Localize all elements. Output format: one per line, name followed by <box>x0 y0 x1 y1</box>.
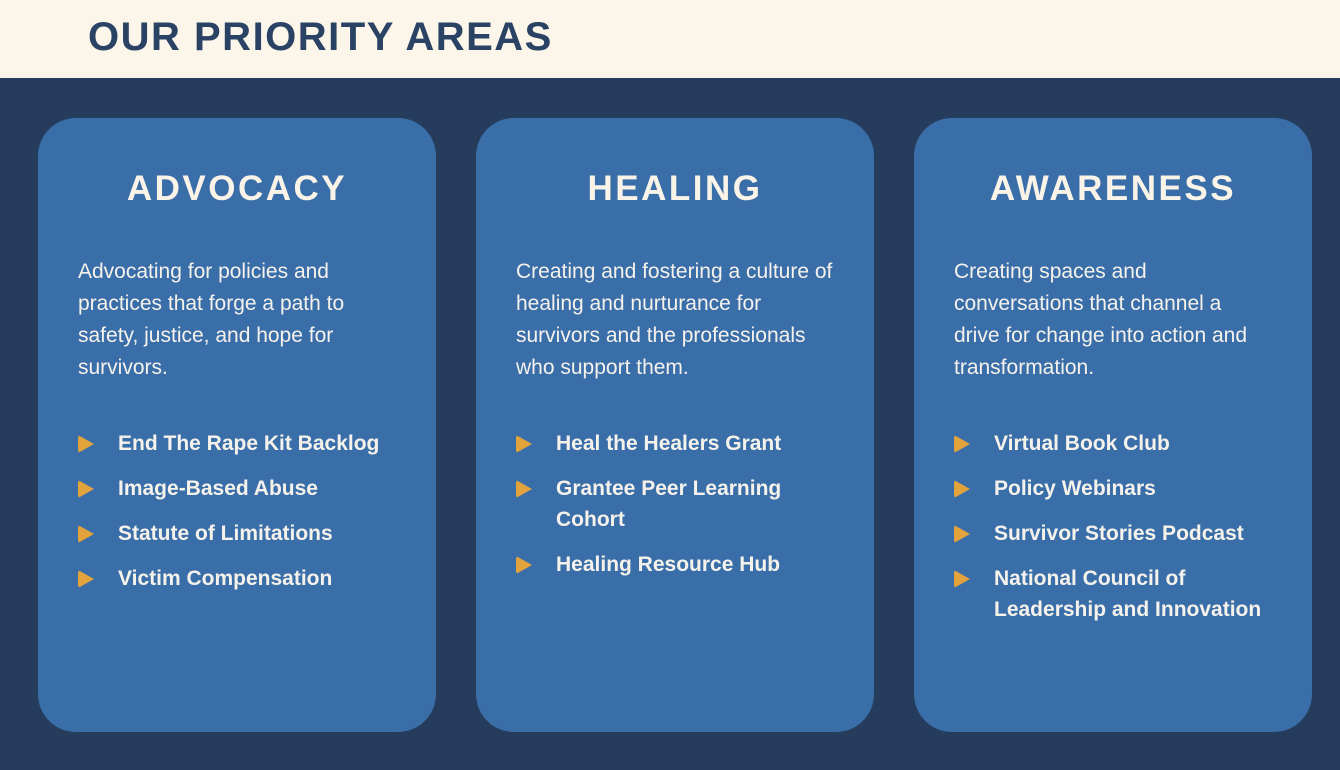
triangle-bullet-icon <box>516 556 532 574</box>
list-item <box>954 428 1272 459</box>
triangle-bullet-icon <box>954 435 970 453</box>
priority-card-advocacy <box>38 118 436 732</box>
triangle-bullet-icon <box>954 570 970 588</box>
list-item-label: Grantee Peer Learning Cohort <box>556 477 782 531</box>
triangle-bullet-icon <box>516 435 532 453</box>
list-item-label: Statute of Limitations <box>118 522 333 545</box>
list-item-label: Survivor Stories Podcast <box>994 522 1244 545</box>
card-list <box>954 428 1272 625</box>
triangle-bullet-icon <box>78 480 94 498</box>
card-description: Creating and fostering a culture of healing and nurturance for survivors and the professionals who support them. <box>516 260 833 379</box>
card-description: Advocating for policies and practices that forge a path to safety, justice, and hope for survivors. <box>78 260 345 379</box>
triangle-bullet-icon <box>954 480 970 498</box>
list-item-label: End The Rape Kit Backlog <box>118 432 380 455</box>
list-item-label: Victim Compensation <box>118 567 333 590</box>
card-title: HEALING <box>587 169 763 208</box>
list-item-label: National Council of Leadership and Innovation <box>994 567 1262 621</box>
list-item-label: Healing Resource Hub <box>556 553 781 576</box>
list-item <box>516 473 834 535</box>
list-item-label: Policy Webinars <box>994 477 1156 500</box>
list-item <box>516 428 834 459</box>
triangle-bullet-icon <box>516 480 532 498</box>
list-item <box>954 473 1272 504</box>
list-item <box>516 549 834 580</box>
list-item-label: Heal the Healers Grant <box>556 432 782 455</box>
card-description: Creating spaces and conversations that channel a drive for change into action and transformation. <box>954 260 1248 379</box>
triangle-bullet-icon <box>954 525 970 543</box>
priority-card-healing <box>476 118 874 732</box>
list-item <box>78 518 396 549</box>
page-title: OUR PRIORITY AREAS <box>88 14 553 59</box>
list-item-label: Virtual Book Club <box>994 432 1170 455</box>
priority-card-awareness <box>914 118 1312 732</box>
card-list <box>78 428 396 594</box>
list-item-label: Image-Based Abuse <box>118 477 318 500</box>
card-title: ADVOCACY <box>126 169 348 208</box>
list-item <box>78 428 396 459</box>
card-list <box>516 428 834 580</box>
triangle-bullet-icon <box>78 435 94 453</box>
list-item <box>954 563 1272 625</box>
header-band <box>0 0 1340 78</box>
cards-row <box>0 78 1340 770</box>
list-item <box>78 563 396 594</box>
card-title: AWARENESS <box>989 169 1237 208</box>
list-item <box>954 518 1272 549</box>
list-item <box>78 473 396 504</box>
triangle-bullet-icon <box>78 570 94 588</box>
triangle-bullet-icon <box>78 525 94 543</box>
